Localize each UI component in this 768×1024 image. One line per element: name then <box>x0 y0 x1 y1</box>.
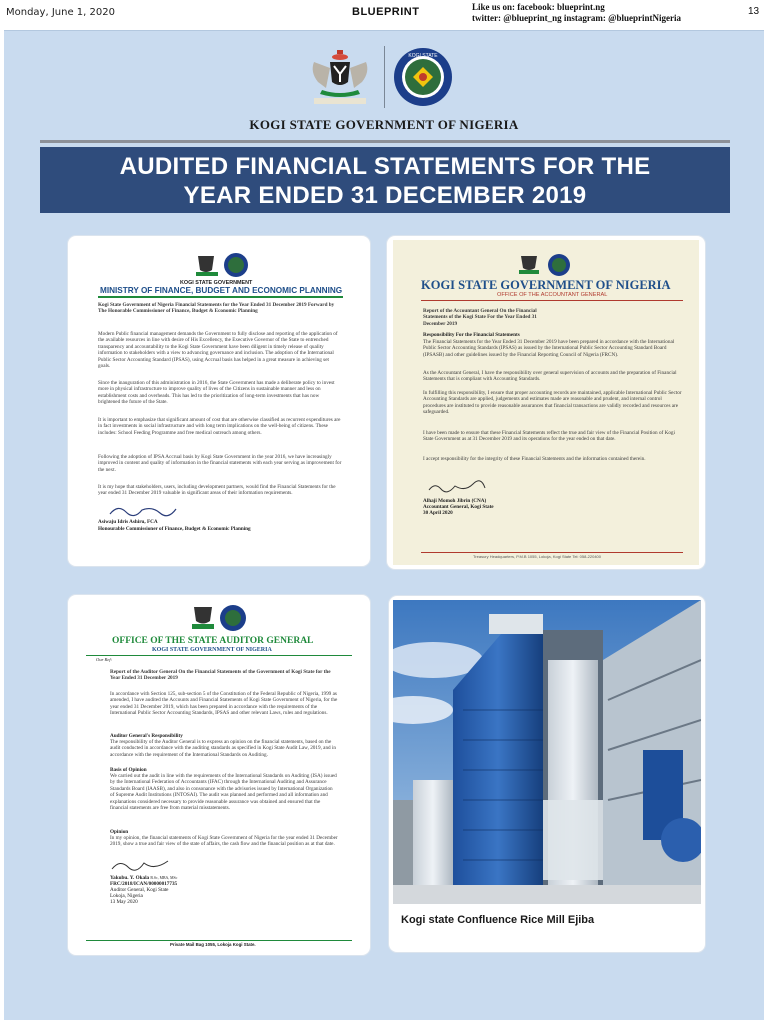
doc3-our-ref: Our Ref: <box>96 657 113 662</box>
doc2-signatory-title: Accountant General, Kogi State <box>423 504 494 510</box>
doc3-date: 13 May 2020 <box>110 899 138 905</box>
doc1-signature-icon <box>108 504 178 518</box>
doc1-ministry-title: MINISTRY OF FINANCE, BUDGET AND ECONOMIC PLANNING <box>100 286 343 295</box>
doc2-rule <box>421 300 683 301</box>
photo-caption: Kogi state Confluence Rice Mill Ejiba <box>401 914 595 926</box>
publication-name: BLUEPRINT <box>352 6 420 18</box>
doc2-logos-icon <box>513 252 575 278</box>
doc1-paragraph-2: Since the inauguration of this administration in 2016, the State Government has made a deliberate policy to invest more in physical infrastructure to improve quality of lives of the Citizens in sustainable manner and less on establishment costs and overheads. This has led to the prioritization of long-term investments that has now brightened the future of the State. <box>98 380 335 406</box>
doc2-signatory: Alhaji Momoh Jibrin (CNA) <box>423 498 487 504</box>
doc3-paragraph-1: In accordance with Section 125, sub-section 5 of the Constitution of the Federal Republic of Nigeria, 1999 as amended, I have audited the Accounts and Financial Statements of Kogi State Government of Nigeria, for the year ended 31 December 2019, which has been prepared in accordance with the requirements of the International Public Sector Accounting Standards, IPSAS and other relevant Laws, rules and regulations. <box>110 691 338 717</box>
page-number: 13 <box>748 6 760 17</box>
doc1-gov-label: KOGI STATE GOVERNMENT <box>180 280 253 286</box>
doc3-signatory-post: B.Sc, MBA, MSc <box>150 876 178 880</box>
doc2-footer-rule <box>421 552 683 553</box>
doc3-signatory-name: Yakubu. Y. Okala <box>110 875 150 881</box>
kogi-state-logo-icon <box>393 47 453 107</box>
social-line-1: Like us on: facebook: blueprint.ng <box>472 2 605 12</box>
rice-mill-photo-card <box>389 596 705 952</box>
headline-line-2: YEAR ENDED 31 DECEMBER 2019 <box>183 182 587 209</box>
headline-banner <box>40 147 730 213</box>
government-title: KOGI STATE GOVERNMENT OF NIGERIA <box>249 117 519 132</box>
doc2-date: 30 April 2020 <box>423 510 453 516</box>
document-logos-icon <box>192 250 250 280</box>
doc3-signature-icon <box>110 857 170 873</box>
rice-mill-photo <box>393 600 701 904</box>
title-rule <box>40 140 730 143</box>
doc3-paragraph-3: We carried out the audit in line with the requirements of the International Standards on Auditing (ISA) issued by the International Federation of Accountants (IFAC) through the International Auditing and Assurance Standards Board (IAASB), and also in consonance with the advisories issued by International Organization of Supreme Audit Institutions (INTOSAI). The audit was planned and performed and all information and explanations considered necessary to provide reasonable assurance was obtained and ensured that the financial statements are free from material misstatements. <box>110 773 337 812</box>
doc1-signatory-title: Honourable Commissioner of Finance, Budget & Economic Planning <box>98 526 251 532</box>
doc3-place: Lokoja, Nigeria <box>110 893 143 899</box>
doc3-office-title: OFFICE OF THE STATE AUDITOR GENERAL <box>112 636 314 646</box>
doc2-paragraph-4: I have been made to ensure that these Financial Statements reflect the true and fair view of the Financial Position of Kogi State Government as at 31 December 2019 and its operations for the year ended on that date. <box>423 430 675 443</box>
doc3-paragraph-4: In my opinion, the financial statements of Kogi State Government of Nigeria for the year ended 31 December 2019, show a true and fair view of the state of affairs, the cash flow and the financial position as at that date. <box>110 835 338 848</box>
doc3-paragraph-2: The responsibility of the Auditor General is to express an opinion on the financial statements, based on the audit conducted in accordance with the auditing standards as specified in Kogi State Audit Law, 2019, and in accordance with the requirement of the International Standards on Auditing. <box>110 739 336 758</box>
doc1-signatory: Asiwaju Idris Ashiru, FCA <box>98 519 158 525</box>
doc3-signatory-title: Auditor General, Kogi State <box>110 887 169 893</box>
doc2-office-title: OFFICE OF THE ACCOUNTANT GENERAL <box>497 292 608 298</box>
doc2-signature-icon <box>427 480 487 494</box>
doc1-rule <box>98 296 343 298</box>
doc3-gov-title: KOGI STATE GOVERNMENT OF NIGERIA <box>152 647 272 653</box>
doc3-footer: Private Mail Bag 1055, Lokoja Kogi State. <box>170 942 256 947</box>
doc1-paragraph-3: It is important to emphasize that significant amount of cost that are otherwise classified as recurrent expenditures are in fact investments in social infrastructure and with long term implications on the well-being of citizens. These includes: School Feeding Programme and free medical outreach among others. <box>98 417 341 436</box>
doc1-intro: Kogi State Government of Nigeria Financial Statements for the Year Ended 31 December 2019 Forward by The Honorable Commissioner of Finance, Budget & Economic Planning <box>98 302 335 315</box>
doc2-paragraph-3: In fulfilling this responsibility, I ensure that proper accounting records are maintained, applicable International Public Sector Accounting Standards are applied, judgements and estimates made are reasonable and prudent, and internal control procedures are instituted to provide reasonable assurances that financial transactions are validly recorded and resources are safeguarded. <box>423 390 682 416</box>
doc3-rule <box>86 655 352 656</box>
issue-date: Monday, June 1, 2020 <box>6 7 115 18</box>
doc3-heading-opinion: Opinion <box>110 829 129 835</box>
page-header <box>0 0 768 28</box>
accountant-general-report-document <box>387 236 705 569</box>
doc3-frc-number: FRC/2018/ICAN/00000017735 <box>110 881 178 887</box>
doc3-intro: Report of the Auditor General On the Financial Statements of the Government of Kogi State for the Year Ended 31 December 2019 <box>110 669 331 682</box>
doc1-paragraph-1: Modern Public financial management demands the Government to fully disclose and reporting of the application of the available resources in line with desire of His Excellency, the Executive Governor of the State to entrenched transparency and accountability to the Kogi State Government have been diligent in timely release of quality information to stakeholders with a view to advancing governance and inclusion. The adoption of the International Public Sector Accounting Standard (IPSAS), using Accrual basis has helped in a great measure in achieving set goals. <box>98 331 338 370</box>
doc2-gov-title: KOGI STATE GOVERNMENT OF NIGERIA <box>421 278 671 292</box>
logo-divider <box>384 46 385 108</box>
headline-line-1: AUDITED FINANCIAL STATEMENTS FOR THE <box>119 153 651 180</box>
coat-of-arms-icon <box>304 48 376 108</box>
doc2-paragraph-2: As the Accountant General, I have the responsibility over general supervision of accounts and the preparation of Financial Statements that is compliant with Accounting Standards. <box>423 370 677 383</box>
social-line-2: twitter: @blueprint_ng instagram: @blueprintNigeria <box>472 13 681 23</box>
doc2-intro: Report of the Accountant General On the Financial Statements of the Kogi State For the Year Ended 31 December 2019 <box>423 308 537 327</box>
doc2-resp-heading: Responsibility For the Financial Statements <box>423 332 520 338</box>
doc2-paragraph-5: I accept responsibility for the integrity of these Financial Statements and the information contained therein. <box>423 456 646 462</box>
doc3-footer-rule <box>86 940 352 941</box>
doc3-heading-basis: Basis of Opinion <box>110 767 147 773</box>
doc2-footer: Treasury Headquarters, P.M.B 1055, Lokoja, Kogi State Tel: 058-220400 <box>473 554 602 559</box>
doc3-logos-icon <box>188 603 248 633</box>
social-links <box>472 2 681 24</box>
doc3-heading-responsibility: Auditor General's Responsibility <box>110 733 183 739</box>
doc1-paragraph-5: It is my hope that stakeholders, users, including development partners, would find the Financial Statements for the year ended 31 December 2019 valuable in significant areas of their information requirements. <box>98 484 336 497</box>
doc2-paragraph-1: The Financial Statements for the Year Ended 31 December 2019 have been prepared in accordance with the International Public Sector Accounting Standards (IPSAS) as issued by the International Public Sector Accounting Standard Board (IPSASB) and other guidelines issued by the Financial Reporting Council of Nigeria (FRCN). <box>423 339 675 358</box>
auditor-general-report-document <box>68 595 370 955</box>
doc2-paper <box>393 240 699 565</box>
finance-foreword-document <box>68 236 370 566</box>
doc1-paragraph-4: Following the adoption of IPSA Accrual basis by Kogi State Government in the year 2016, we have increasingly improved in content and quality of information in the financial statements with each year serving as improvement for the next. <box>98 454 342 473</box>
logo-ring-text: KOGI STATE <box>408 53 438 59</box>
